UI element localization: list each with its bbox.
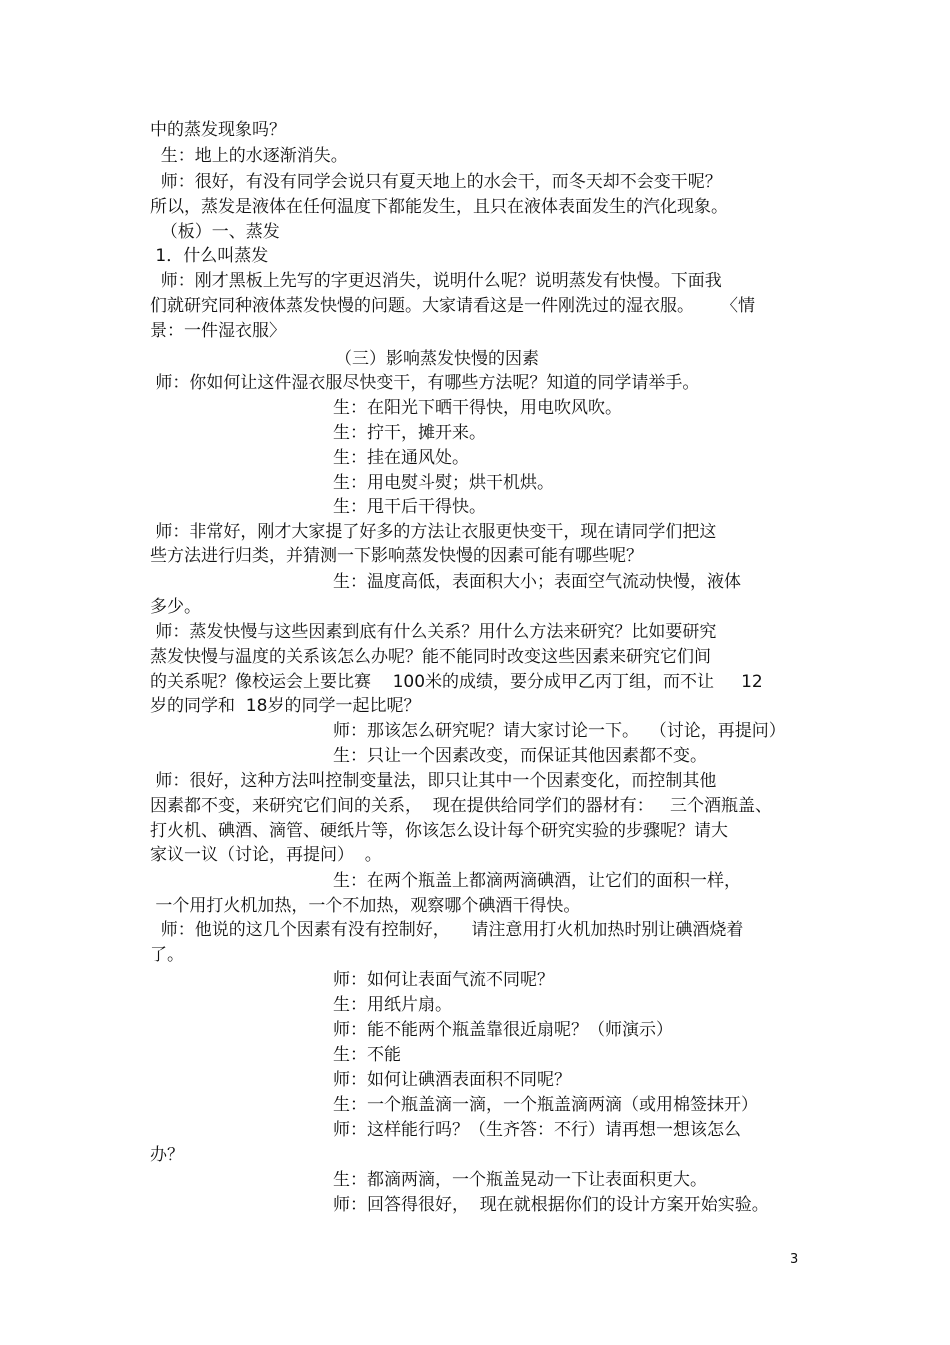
text-line: 蒸发快慢与温度的关系该怎么办呢？能不能同时改变这些因素来研究它们间: [150, 647, 711, 667]
text-line: 师：刚才黑板上先写的字更迟消失，说明什么呢？说明蒸发有快慢。下面我: [150, 271, 722, 291]
text-line: 了。: [150, 945, 184, 965]
text-line: 的关系呢？像校运会上要比赛 100米的成绩，要分成甲乙丙丁组，而不让 12: [150, 672, 763, 692]
section-heading: （三）影响蒸发快慢的因素: [335, 349, 539, 369]
text-line: 师：能不能两个瓶盖靠很近扇呢？（师演示）: [333, 1020, 673, 1040]
text-line: 打火机、碘酒、滴管、硬纸片等，你该怎么设计每个研究实验的步骤呢？请大: [150, 821, 728, 841]
text-line: 师：很好，这种方法叫控制变量法，即只让其中一个因素变化，而控制其他: [150, 771, 717, 791]
text-line: 师：蒸发快慢与这些因素到底有什么关系？用什么方法来研究？比如要研究: [150, 622, 717, 642]
text-line: 师：如何让碘酒表面积不同呢？: [333, 1070, 571, 1090]
text-line: 中的蒸发现象吗？: [150, 120, 286, 140]
text-line: 生：在两个瓶盖上都滴两滴碘酒，让它们的面积一样，: [333, 871, 741, 891]
text-line: 岁的同学和 18岁的同学一起比呢？: [150, 696, 421, 716]
text-line: 师：如何让表面气流不同呢？: [333, 970, 554, 990]
text-line: 生：甩干后干得快。: [333, 497, 486, 517]
text-line: 生：一个瓶盖滴一滴，一个瓶盖滴两滴（或用棉签抹开）: [333, 1095, 758, 1115]
text-line: 师：这样能行吗？（生齐答：不行）请再想一想该怎么: [333, 1120, 741, 1140]
text-line: （板）一、蒸发: [150, 222, 280, 242]
text-line: 生：用纸片扇。: [333, 995, 452, 1015]
text-line: 办？: [150, 1145, 184, 1165]
text-line: 生：挂在通风处。: [333, 448, 469, 468]
text-line: 所以，蒸发是液体在任何温度下都能发生，且只在液体表面发生的汽化现象。: [150, 197, 728, 217]
text-line: 些方法进行归类，并猜测一下影响蒸发快慢的因素可能有哪些呢？: [150, 546, 643, 566]
text-line: 生：温度高低，表面积大小；表面空气流动快慢，液体: [333, 572, 741, 592]
page-number: 3: [790, 1252, 799, 1267]
text-line: 生：拧干，摊开来。: [333, 423, 486, 443]
text-line: 师：那该怎么研究呢？请大家讨论一下。 （讨论，再提问）: [333, 721, 786, 741]
text-line: 师：你如何让这件湿衣服尽快变干，有哪些方法呢？知道的同学请举手。: [150, 373, 700, 393]
text-line: 因素都不变，来研究它们间的关系， 现在提供给同学们的器材有： 三个酒瓶盖、: [150, 796, 773, 816]
text-line: 生：都滴两滴，一个瓶盖晃动一下让表面积更大。: [333, 1170, 707, 1190]
text-line: 多少。: [150, 597, 201, 617]
text-line: 景：一件湿衣服〉: [150, 321, 286, 341]
text-line: 生：在阳光下晒干得快，用电吹风吹。: [333, 398, 622, 418]
text-line: 师：非常好，刚才大家提了好多的方法让衣服更快变干，现在请同学们把这: [150, 522, 717, 542]
text-line: 家议一议（讨论，再提问） 。: [150, 845, 382, 865]
text-line: 们就研究同种液体蒸发快慢的问题。大家请看这是一件刚洗过的湿衣服。 〈情: [150, 296, 756, 316]
text-line: 师：他说的这几个因素有没有控制好， 请注意用打火机加热时别让碘酒烧着: [150, 920, 744, 940]
text-line: 生：不能: [333, 1045, 401, 1065]
text-line: 师：很好，有没有同学会说只有夏天地上的水会干，而冬天却不会变干呢？: [150, 172, 722, 192]
text-line: 生：只让一个因素改变，而保证其他因素都不变。: [333, 746, 707, 766]
text-line: 一个用打火机加热，一个不加热，观察哪个碘酒干得快。: [150, 896, 581, 916]
text-line: 生：地上的水逐渐消失。: [150, 146, 348, 166]
text-line: 师：回答得很好， 现在就根据你们的设计方案开始实验。: [333, 1195, 769, 1215]
text-line: 生：用电熨斗熨；烘干机烘。: [333, 473, 554, 493]
text-line: 1．什么叫蒸发: [150, 246, 269, 266]
